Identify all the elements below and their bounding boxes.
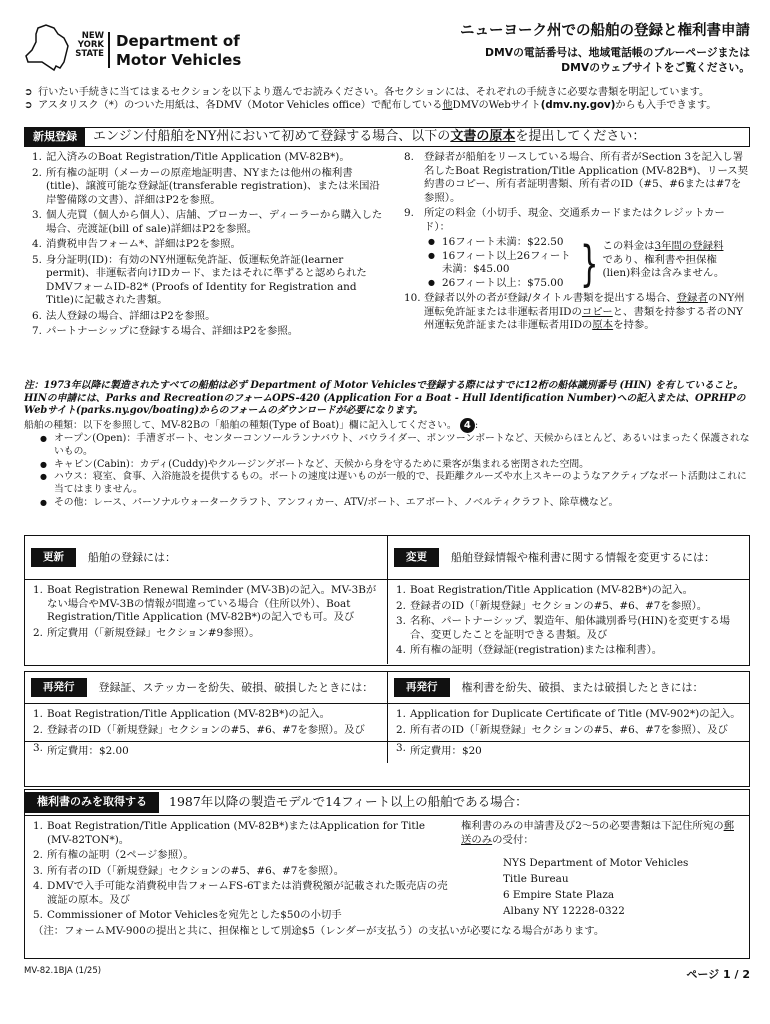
list-item (396, 615, 743, 642)
item-number: 8. (404, 151, 414, 164)
item-number: 2. (396, 723, 406, 736)
item-number: 4. (396, 644, 406, 657)
item-text: 所有権の証明（2ページ参照）。 (47, 849, 194, 862)
intro-text-2a: アスタリスク（*）のついた用紙は、各DMV（Motor Vehicles office）で配布している (38, 100, 443, 112)
mailing-info (453, 820, 743, 925)
list-item (33, 865, 453, 879)
item-number: 5. (32, 253, 42, 266)
item-text: 所有者のID（「新規登録」セクションの#5、#6、#7を参照）。 (47, 864, 345, 877)
item-number: 1. (33, 584, 43, 596)
fee-item: ● 16フィート未満：$22.50 (428, 236, 574, 250)
list-item (33, 849, 453, 863)
logo-line-york: YORK (77, 40, 104, 50)
document-title: ニューヨーク州での船舶の登録と権利書申請 (460, 23, 750, 39)
item-number: 2. (396, 599, 406, 612)
item-number: 3. (396, 742, 406, 755)
fee-item (388, 741, 749, 759)
list-item (33, 724, 381, 738)
reissue-title-subtitle: 権利書を紛失、破損、または破損したときには： (461, 680, 704, 694)
reissue-title-tag: 再発行 (394, 678, 450, 698)
fee-list (428, 236, 574, 290)
section-renew (25, 536, 387, 664)
change-header (388, 536, 749, 580)
list-item (32, 167, 386, 208)
reissue-grid (24, 671, 750, 787)
arrow-right-icon: ➲ (24, 87, 33, 98)
item-text-u1: 登録者 (676, 292, 708, 305)
fee-schedule (428, 236, 750, 293)
item-text-b: のNY州運転免許証または非運転者用IDの (424, 292, 745, 318)
heading-originals: 文書の原本 (450, 128, 516, 144)
new-york-state-map-icon (24, 22, 70, 72)
title-only-requirements (33, 820, 453, 925)
item-text: 消費税申告フォーム*、詳細はP2を参照。 (46, 238, 241, 251)
intro-text-1: 行いたい手続きに当てはまるセクションを以下より選んでお読みください。各セクションには、それぞれの手続きに必要な書類を明記しています。 (38, 87, 710, 98)
mail-text-a: 権利書のみの申請書及び2〜5の必要書類は下記住所宛の (461, 820, 724, 832)
item-text: DMVで入手可能な消費税申告フォームFS-6Tまたは消費税額が記載された販売店の売渡証の原本。及び (47, 880, 448, 906)
document-subtitle (460, 45, 750, 75)
reissue-registration-subtitle: 登録証、ステッカーを紛失、破損、破損したときには： (98, 680, 374, 694)
item-text: 所定の料金（小切手、現金、交通系カードまたはクレジットカード）： (424, 207, 725, 233)
list-item-fees (404, 207, 750, 293)
item-number: 2. (33, 723, 43, 736)
list-item (404, 292, 750, 333)
logo-divider (108, 32, 110, 68)
item-number: 4. (33, 880, 43, 893)
logo-line-state: STATE (75, 49, 104, 59)
boat-types-intro-text: 船舶の種類：以下を参照して、MV-82Bの「船舶の種類(Type of Boat)」欄に記入してください。 (24, 420, 457, 432)
address-line: 6 Empire State Plaza (503, 889, 615, 902)
change-tag: 変更 (394, 548, 439, 568)
list-item (33, 627, 381, 641)
item-number: 2. (32, 166, 42, 179)
list-item (32, 209, 386, 236)
mail-text-underlined: 郵送のみ (461, 820, 734, 846)
item-text-u3: 原本 (592, 319, 614, 332)
intro-instructions (24, 86, 750, 113)
title-only-heading: 1987年以降の製造モデルで14フィート以上の船舶である場合： (169, 794, 528, 810)
item-number: 3. (396, 615, 406, 628)
fee-note (603, 236, 733, 290)
list-item (33, 584, 381, 625)
list-item (32, 254, 386, 308)
item-text-a: 登録者以外の者が登録/タイトル書類を提出する場合、 (424, 292, 677, 305)
item-text: Application for Duplicate Certificate of Title (MV-902*)の記入。 (410, 708, 741, 720)
item-text: 登録者のID（「新規登録」セクションの#5、#6、#7を参照）。 (410, 599, 708, 612)
heading-part-a: エンジン付船舶をNY州において初めて登録する場合、以下の (93, 128, 451, 144)
fee-note-a: この料金は (602, 240, 655, 253)
item-number: 3. (33, 864, 43, 877)
list-item (396, 600, 743, 614)
list-item (404, 151, 750, 205)
subtitle-line-2: DMVのウェブサイトをご覧ください。 (561, 60, 750, 74)
item-number: 2. (33, 849, 43, 862)
intro-line-1 (24, 86, 750, 99)
boat-types-intro: 船舶の種類：以下を参照して、MV-82Bの「船舶の種類(Type of Boat)」欄に記入してください。 4 : (24, 420, 479, 432)
field-number-badge: 4 (460, 418, 475, 433)
item-text: 所有権の証明（登録証(registration)または権利書）。 (410, 644, 663, 657)
fee-note-b: であり、権利書や担保権(lien)料金は含みません。 (602, 253, 725, 280)
section-title-only (24, 789, 750, 959)
fee-item: ● 26フィート以上：$75.00 (428, 277, 574, 291)
item-text: 名称、パートナーシップ、製造年、船体識別番号(HIN)を変更する場合、変更したことを証明できる書類。及び (410, 615, 731, 641)
department-name (116, 32, 241, 70)
intro-text-2c: からも入手できます。 (615, 100, 717, 112)
item-text-d: を持参。 (613, 319, 655, 332)
item-text: Boat Registration Renewal Reminder (MV-3B)の記入。MV-3Bがない場合やMV-3Bの情報が間違っている場合（住所以外）、Boat Registration/Title Application (MV-82B*)の記入でも可。及び (47, 584, 377, 624)
list-item (32, 310, 386, 324)
fee-item: ● 16フィート以上26フィート未満：$45.00 (428, 250, 574, 277)
list-item (33, 880, 453, 907)
hin-note-block (24, 380, 750, 510)
fee-item (25, 741, 387, 759)
item-number: 1. (33, 708, 43, 720)
new-registration-header (24, 127, 750, 147)
item-text: 登録者が船舶をリースしている場合、所有者がSection 3を記入し署名したBoat Registration/Title Application (MV-82B*)、リース契約書のコピー、所有者証明書類、所有者のID（#5、#6または#7を参照）。 (424, 151, 749, 204)
mailing-address (503, 855, 743, 920)
item-number: 1. (33, 820, 43, 832)
item-text: 記入済みのBoat Registration/Title Application (MV-82B*)。 (46, 151, 350, 164)
section-reissue-title (387, 672, 749, 763)
change-subtitle: 船舶登録情報や権利書に関する情報を変更するには： (451, 550, 715, 564)
new-registration-heading (85, 129, 653, 146)
dmv-logo (24, 18, 274, 80)
renew-subtitle: 船舶の登録には： (88, 550, 176, 564)
item-text: 登録者のID（「新規登録」セクションの#5、#6、#7を参照）。及び (47, 723, 365, 736)
item-text: Boat Registration/Title Application (MV-82B*)またはApplication for Title (MV-82TON*)。 (47, 820, 426, 846)
title-only-header (25, 790, 749, 816)
renew-tag: 更新 (31, 548, 76, 568)
item-number: 3. (33, 742, 43, 755)
hin-note: 注：1973年以降に製造されたすべての船舶は必ず Department of Motor Vehiclesで登録する際にはすでに12桁の船体識別番号 (HIN) を有していること。HINの申請には、Parks and RecreationのフォームOPS-420 (Application For a Boat - Hull Identification Number)への記入または、OPRHPのWebサイト(parks.ny.gov/boating)からのフォームのダウンロードが必要になります。 (24, 380, 746, 417)
brace-icon: } (580, 236, 599, 293)
dept-line-1: Department of (116, 32, 240, 50)
intro-text-2-underlined: 他 (442, 100, 453, 112)
item-number: 3. (32, 209, 42, 222)
intro-text-2b: DMVのWebサイト (452, 100, 541, 112)
item-text: 身分証明(ID)：有効のNY州運転免許証、仮運転免許証(learner permit)、非運転者向けIDカード、またはそれに準ずると認められたDMVフォームID-82* (Proofs of Identity for Registration and Title)に記載された書類。 (46, 253, 367, 307)
boat-type-item: ● その他：レース、パーソナルウォータークラフト、アンフィカー、ATV/ボート、エアボート、ノベルティクラフト、除草機など。 (24, 497, 750, 510)
section-change (387, 536, 749, 664)
dept-line-2: Motor Vehicles (116, 51, 242, 69)
list-item (396, 708, 743, 722)
item-number: 9. (404, 207, 414, 220)
arrow-right-icon: ➲ (24, 100, 33, 112)
page-header (24, 18, 750, 80)
item-number: 7. (32, 325, 42, 338)
mailing-instructions (461, 820, 743, 847)
item-number: 1. (32, 151, 42, 164)
item-number: 6. (32, 309, 42, 322)
title-only-tag: 権利書のみを取得する (25, 792, 159, 812)
fee-note-underlined: 3年間の登録料 (654, 240, 724, 253)
list-item (33, 909, 453, 923)
item-text: Boat Registration/Title Application (MV-82B*)の記入。 (47, 708, 330, 720)
item-text: 所定費用（「新規登録」セクション#9参照）。 (47, 626, 260, 639)
item-text: 所有者のID（「新規登録」セクションの#5、#6、#7を参照）、及び (410, 723, 728, 736)
section-reissue-registration (25, 672, 387, 763)
mail-text-b: の受付： (492, 833, 534, 846)
item-text: 所有権の証明（メーカーの原産地証明書、NYまたは他州の権利書(title)、譲渡可能な登録証(transferable registration)、または米国沿岸警備隊の文書）、詳細はP2を参照。 (46, 166, 380, 206)
address-line: NYS Department of Motor Vehicles (503, 857, 689, 870)
page-number: ページ 1 / 2 (686, 968, 750, 981)
item-text: 所定費用：$20 (410, 745, 482, 758)
reissue-registration-header (25, 672, 387, 704)
list-item (32, 325, 386, 339)
form-code: MV-82.1BJA (1/25) (24, 966, 102, 976)
logo-state-text (68, 32, 104, 59)
address-line: Albany NY 12228-0322 (503, 905, 625, 918)
list-item (33, 708, 381, 722)
item-text-u2: コピー (581, 305, 613, 318)
item-text: 法人登録の場合、詳細はP2を参照。 (46, 309, 216, 322)
item-number: 5. (33, 909, 43, 922)
item-text-c: と、書類を持参する者のNY州運転免許証または非運転者用IDの (424, 305, 743, 332)
new-registration-left-column (24, 151, 386, 341)
subtitle-line-1: DMVの電話番号は、地域電話帳のブルーページまたは (485, 45, 750, 59)
renew-change-grid (24, 535, 750, 666)
item-text: パートナーシップに登録する場合、詳細はP2を参照。 (46, 325, 299, 338)
document-title-block (460, 22, 750, 75)
section-new-registration (24, 127, 750, 341)
item-number: 4. (32, 238, 42, 251)
item-number: 10. (404, 292, 421, 305)
item-text: Commissioner of Motor Vehiclesを宛先とした$50の小切手 (47, 909, 342, 922)
heading-part-b: を提出してください： (515, 128, 646, 144)
item-text: 所定費用：$2.00 (47, 745, 129, 758)
boat-type-item: ● ハウス：寝室、食事、入浴施設を提供するもの。ボートの速度は遅いものが一般的で、長距離クルーズや水上スキーのようなアクティブなボート活動はこれに当てはまりません。 (24, 471, 750, 496)
list-item (32, 238, 386, 252)
lien-fee-note: （注：フォームMV-900の提出と共に、担保権として別途$5（レンダーが支払う）の支払いが必要になる場合があります。 (33, 924, 605, 937)
list-item (33, 820, 453, 847)
list-item (396, 644, 743, 658)
dmv-website-link[interactable]: (dmv.ny.gov) (540, 100, 616, 112)
renew-header (25, 536, 387, 580)
reissue-title-header (388, 672, 749, 704)
item-number: 1. (396, 584, 406, 596)
item-text: Boat Registration/Title Application (MV-82B*)の記入。 (410, 584, 693, 596)
item-text: 個人売買（個人から個人）、店舗、ブローカー、ディーラーから購入した場合、売渡証(bill of sale)詳細はP2を参照。 (46, 209, 383, 235)
boat-types-list (24, 433, 750, 509)
reissue-registration-tag: 再発行 (31, 678, 87, 698)
list-item (396, 584, 743, 598)
list-item (396, 724, 743, 738)
new-registration-tag: 新規登録 (25, 128, 85, 146)
boat-type-item: ● オープン(Open)：手漕ぎボート、センターコンソールランナバウト、バウライダー、ポンツーンボートなど、天候からほとんど、あるいはまったく保護されないもの。 (24, 433, 750, 458)
intro-line-2 (24, 99, 750, 112)
item-number: 1. (396, 708, 406, 720)
boat-type-item: ● キャビン(Cabin)：カディ(Cuddy)やクルージングボートなど、天候から身を守るために乗客が集まれる密閉された空間。 (24, 459, 750, 472)
new-registration-right-column (386, 151, 750, 341)
list-item (32, 151, 386, 165)
item-number: 2. (33, 626, 43, 639)
address-line: Title Bureau (503, 873, 569, 886)
logo-line-new: NEW (81, 31, 104, 41)
